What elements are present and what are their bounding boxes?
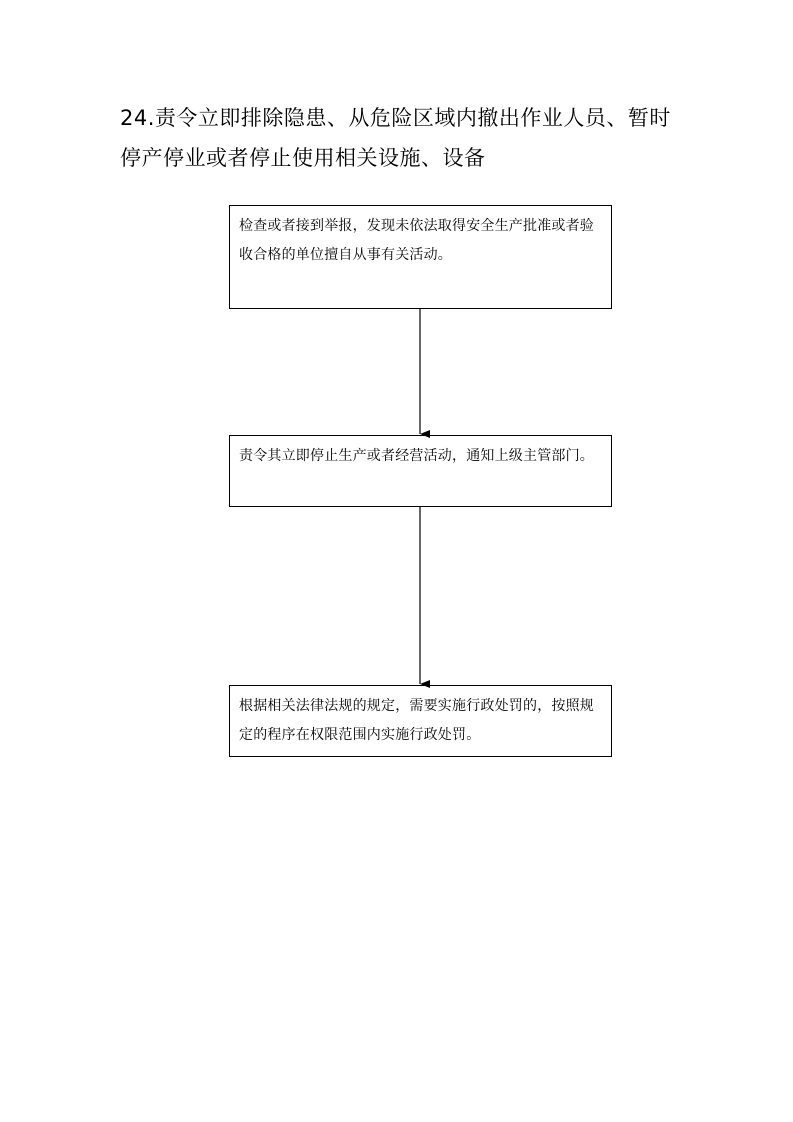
flow-step-2: 责令其立即停止生产或者经营活动，通知上级主管部门。 bbox=[229, 435, 612, 507]
page-title: 24.责令立即排除隐患、从危险区域内撤出作业人员、暂时停产停业或者停止使用相关设施、设备 bbox=[120, 106, 671, 170]
flow-step-1: 检查或者接到举报，发现未依法取得安全生产批准或者验收合格的单位擅自从事有关活动。 bbox=[229, 205, 612, 309]
flow-step-3: 根据相关法律法规的规定，需要实施行政处罚的，按照规定的程序在权限范围内实施行政处罚。 bbox=[229, 685, 612, 757]
